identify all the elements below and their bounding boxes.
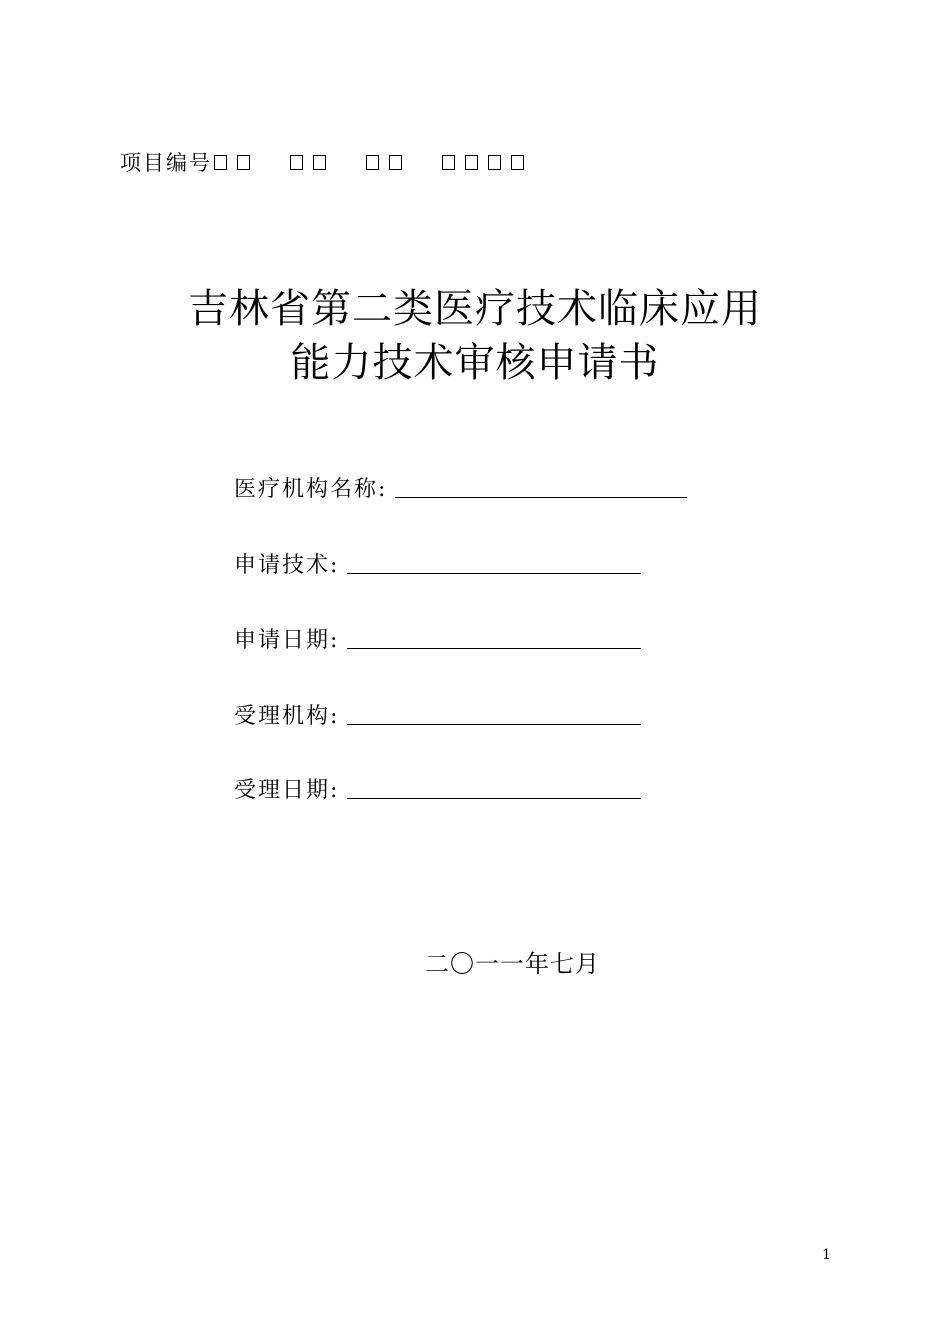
document-title-line-2: 能力技术审核申请书 xyxy=(290,340,660,386)
document-date: 二〇一一年七月 xyxy=(425,950,600,978)
project-number-label: 项目编号 xyxy=(120,151,212,175)
institution-name-label: 医疗机构名称: xyxy=(234,476,388,502)
receiving-date-blank[interactable] xyxy=(347,777,641,799)
checkbox-square xyxy=(313,155,326,170)
checkbox-square xyxy=(389,155,402,170)
institution-name-blank[interactable] xyxy=(395,476,687,498)
receiving-date-label: 受理日期: xyxy=(234,777,340,803)
technology-label: 申请技术: xyxy=(234,552,340,578)
application-date-label: 申请日期: xyxy=(234,627,340,653)
receiving-institution-label: 受理机构: xyxy=(234,703,340,729)
checkbox-square xyxy=(366,155,379,170)
application-date-field xyxy=(234,621,641,655)
checkbox-square xyxy=(290,155,303,170)
technology-field xyxy=(234,546,641,580)
checkbox-square xyxy=(488,155,501,170)
receiving-institution-field xyxy=(234,697,641,731)
document-title-line-1: 吉林省第二类医疗技术临床应用 xyxy=(188,286,762,332)
checkbox-square xyxy=(442,155,455,170)
page-number: 1 xyxy=(822,1247,831,1263)
project-number-boxes-4 xyxy=(442,155,534,170)
project-number-row xyxy=(120,146,564,178)
project-number-boxes-1 xyxy=(214,155,260,170)
checkbox-square xyxy=(237,155,250,170)
checkbox-square xyxy=(214,155,227,170)
project-number-boxes-2 xyxy=(290,155,336,170)
application-date-blank[interactable] xyxy=(347,627,641,649)
checkbox-square xyxy=(511,155,524,170)
receiving-date-field xyxy=(234,771,641,805)
institution-name-field xyxy=(234,470,687,504)
technology-blank[interactable] xyxy=(347,552,641,574)
receiving-institution-blank[interactable] xyxy=(347,703,641,725)
checkbox-square xyxy=(465,155,478,170)
project-number-boxes-3 xyxy=(366,155,412,170)
